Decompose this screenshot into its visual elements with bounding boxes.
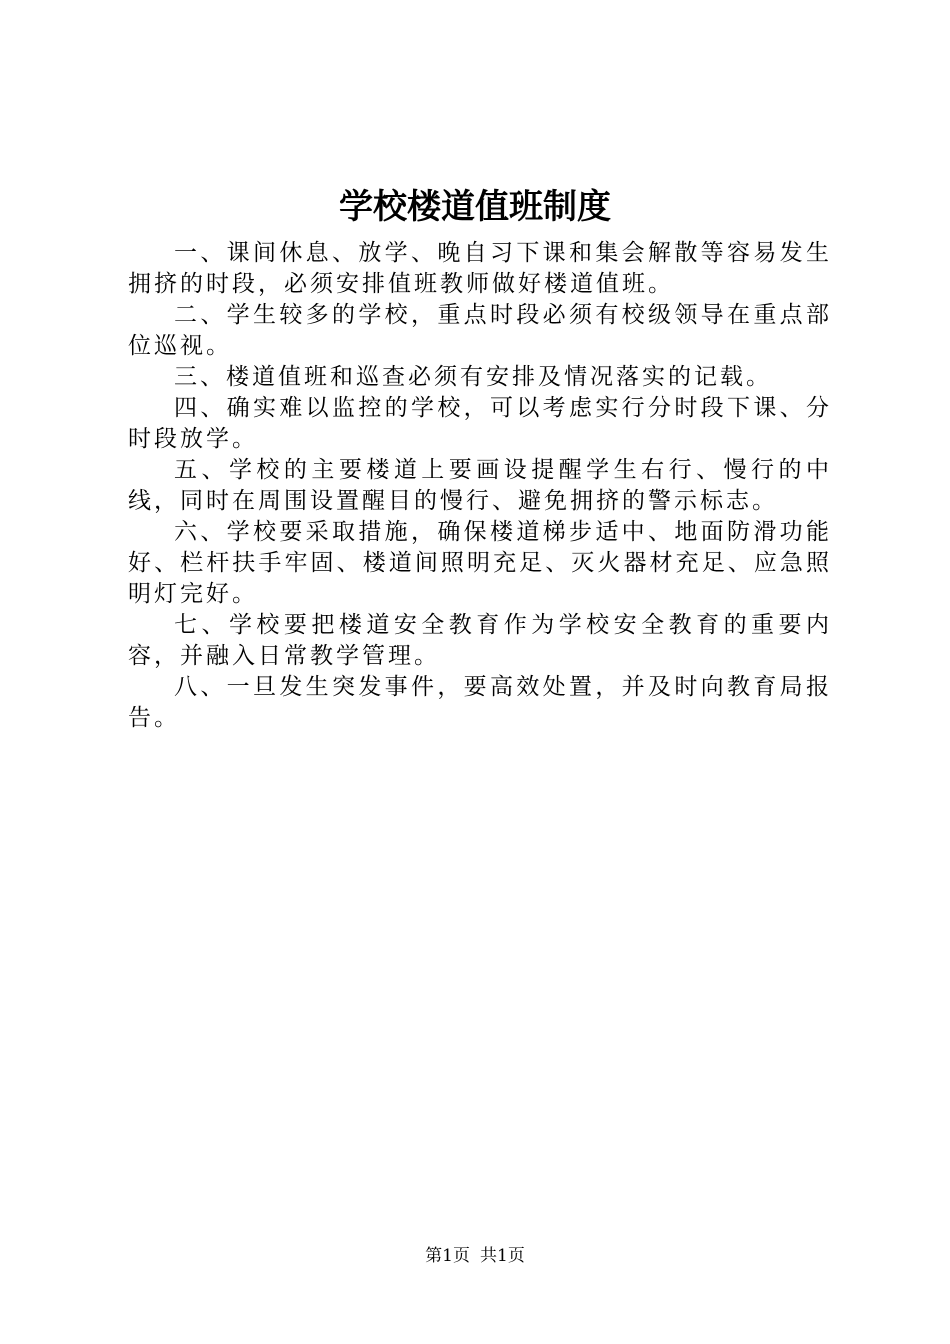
page-total: 共1页 xyxy=(480,1246,525,1266)
paragraph-8: 八、一旦发生突发事件，要高效处置，并及时向教育局报告。 xyxy=(128,674,832,731)
paragraph-1: 一、课间休息、放学、晚自习下课和集会解散等容易发生拥挤的时段，必须安排值班教师做好楼道值班。 xyxy=(128,240,832,297)
paragraph-4: 四、确实难以监控的学校，可以考虑实行分时段下课、分时段放学。 xyxy=(128,395,832,452)
paragraph-5: 五、学校的主要楼道上要画设提醒学生右行、慢行的中线，同时在周围设置醒目的慢行、避免拥挤的警示标志。 xyxy=(128,457,832,514)
paragraph-7: 七、学校要把楼道安全教育作为学校安全教育的重要内容，并融入日常教学管理。 xyxy=(128,612,832,669)
page-footer xyxy=(0,1244,950,1268)
paragraph-2: 二、学生较多的学校，重点时段必须有校级领导在重点部位巡视。 xyxy=(128,302,832,359)
document-body xyxy=(128,238,832,734)
document-title: 学校楼道值班制度 xyxy=(339,187,611,227)
paragraph-3: 三、楼道值班和巡查必须有安排及情况落实的记载。 xyxy=(174,364,772,390)
paragraph-6: 六、学校要采取措施，确保楼道梯步适中、地面防滑功能好、栏杆扶手牢固、楼道间照明充足、灭火器材充足、应急照明灯完好。 xyxy=(128,519,832,607)
page-number: 第1页 xyxy=(425,1246,470,1266)
